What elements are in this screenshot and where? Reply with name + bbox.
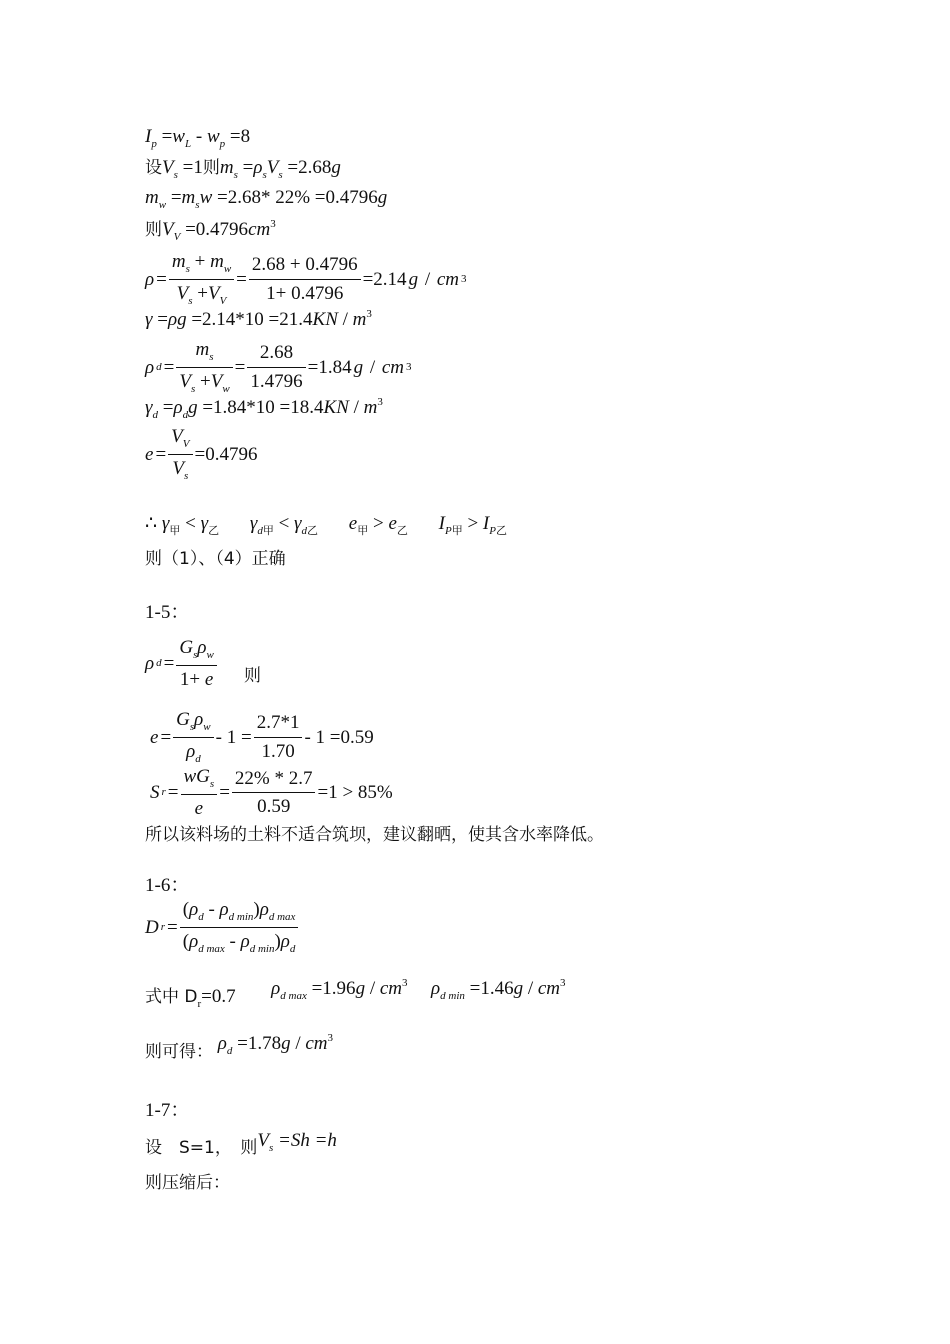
fraction: $\frac{2.7*1}{1.70}$ <box>254 711 303 764</box>
heading-1-5: 1-5： <box>145 602 190 623</box>
eq-plasticity-index: $I_p =w_L - w_p =8$ <box>145 126 251 150</box>
eq-dry-density-gs: ρ d = $\frac{G_s\rho_w}{1+ e}$ <box>145 636 217 692</box>
eq-saturation: S r = $\frac{wG_s}{e}$ = $\frac{22\% * 2.7}{0.59}$ =1 > 85% <box>150 766 393 819</box>
eq-dry-unit-weight: $\gamma_d =\rho_dg =1.84*10 =18.4KN / m^3$ <box>145 396 383 421</box>
eq-water-mass: $m_w =m_sw =2.68*$ 22% =0.4796g <box>145 187 388 211</box>
result-rho-d: 则可得： $\rho_d =1.78g / cm^3$ <box>145 1032 334 1062</box>
eq-set-vs: 设$V_s =1$则$m_s =\rho_sV_s =2.68g$ <box>145 157 341 181</box>
fraction: $\frac{(\rho_d - \rho_{d min})\rho_{d max}}{(\rho_{d max} - \rho_{d min})\rho_d}$ <box>180 898 299 957</box>
heading-1-7: 1-7： <box>145 1100 190 1121</box>
set-s-line: 设 S=1， 则$V_s =Sh =h$ <box>145 1130 337 1158</box>
eq-void-volume: 则$V_V =0.4796cm^3$ <box>145 218 276 243</box>
eq-relative-density: D r = $\frac{(\rho_d - \rho_{d min})\rho_{d max}}{(\rho_{d max} - \rho_{d min})\rho_d}$ <box>145 898 298 957</box>
fraction: $\frac{m_s}{V_s +V_w}$ <box>176 338 232 397</box>
result-statement: 则（1）、（4）正确 <box>145 549 286 569</box>
eq-void-ratio-1-5: e = $\frac{G_s\rho_w}{\rho_d}$ - 1 = $\frac{2.7*1}{1.70}$ - 1 =0.59 <box>150 709 374 765</box>
fraction: $\frac{V_V}{V_s}$ <box>168 425 192 484</box>
conclusion-text: 所以该料场的土料不适合筑坝，建议翻晒，使其含水率降低。 <box>145 825 604 845</box>
fraction: $\frac{G_s\rho_w}{1+ e}$ <box>176 636 216 692</box>
fraction: $\frac{wG_s}{e}$ <box>181 765 218 821</box>
fraction: $\frac{22\% * 2.7}{0.59}$ <box>232 767 316 820</box>
after-compression-text: 则压缩后： <box>145 1173 230 1193</box>
ip-value: =8 <box>229 126 251 147</box>
eq-dry-density: ρ d = $\frac{m_s}{V_s +V_w}$ = $\frac{2.68}{1.4796}$ =1.84 g / cm 3 <box>145 339 412 395</box>
eq-density: ρ = $\frac{m_s + m_w}{V_s +V_V}$ = $\frac{2.68 + 0.4796}{1+ 0.4796}$ =2.14 g / cm 3 <box>145 251 467 307</box>
fraction: $\frac{G_s\rho_w}{\rho_d}$ <box>173 708 213 767</box>
heading-1-6: 1-6： <box>145 875 190 896</box>
given-values: 式中 $D_r=0.7$ $\rho_{d max} =1.96g / cm^3$ $\rho_{d min} =1.46g / cm^3$ <box>145 977 566 1010</box>
eq-void-ratio: e = $\frac{V_V}{V_s}$ =0.4796 <box>145 426 258 482</box>
fraction: $\frac{2.68}{1.4796}$ <box>247 341 305 394</box>
eq-comparison: ∴ $\gamma_甲 < \gamma_乙$ $\gamma_{d甲} < \gamma_{d乙}$ $e_甲 > e_乙$ $I_{P甲} > I_{P乙}$ <box>145 513 507 537</box>
then-label: 则 <box>244 666 261 686</box>
eq-unit-weight: $\gamma =\rho g =2.14*10 =21.4KN / m^3$ <box>145 308 372 330</box>
fraction: $\frac{m_s + m_w}{V_s +V_V}$ <box>169 250 234 309</box>
fraction: $\frac{2.68 + 0.4796}{1+ 0.4796}$ <box>249 253 361 306</box>
